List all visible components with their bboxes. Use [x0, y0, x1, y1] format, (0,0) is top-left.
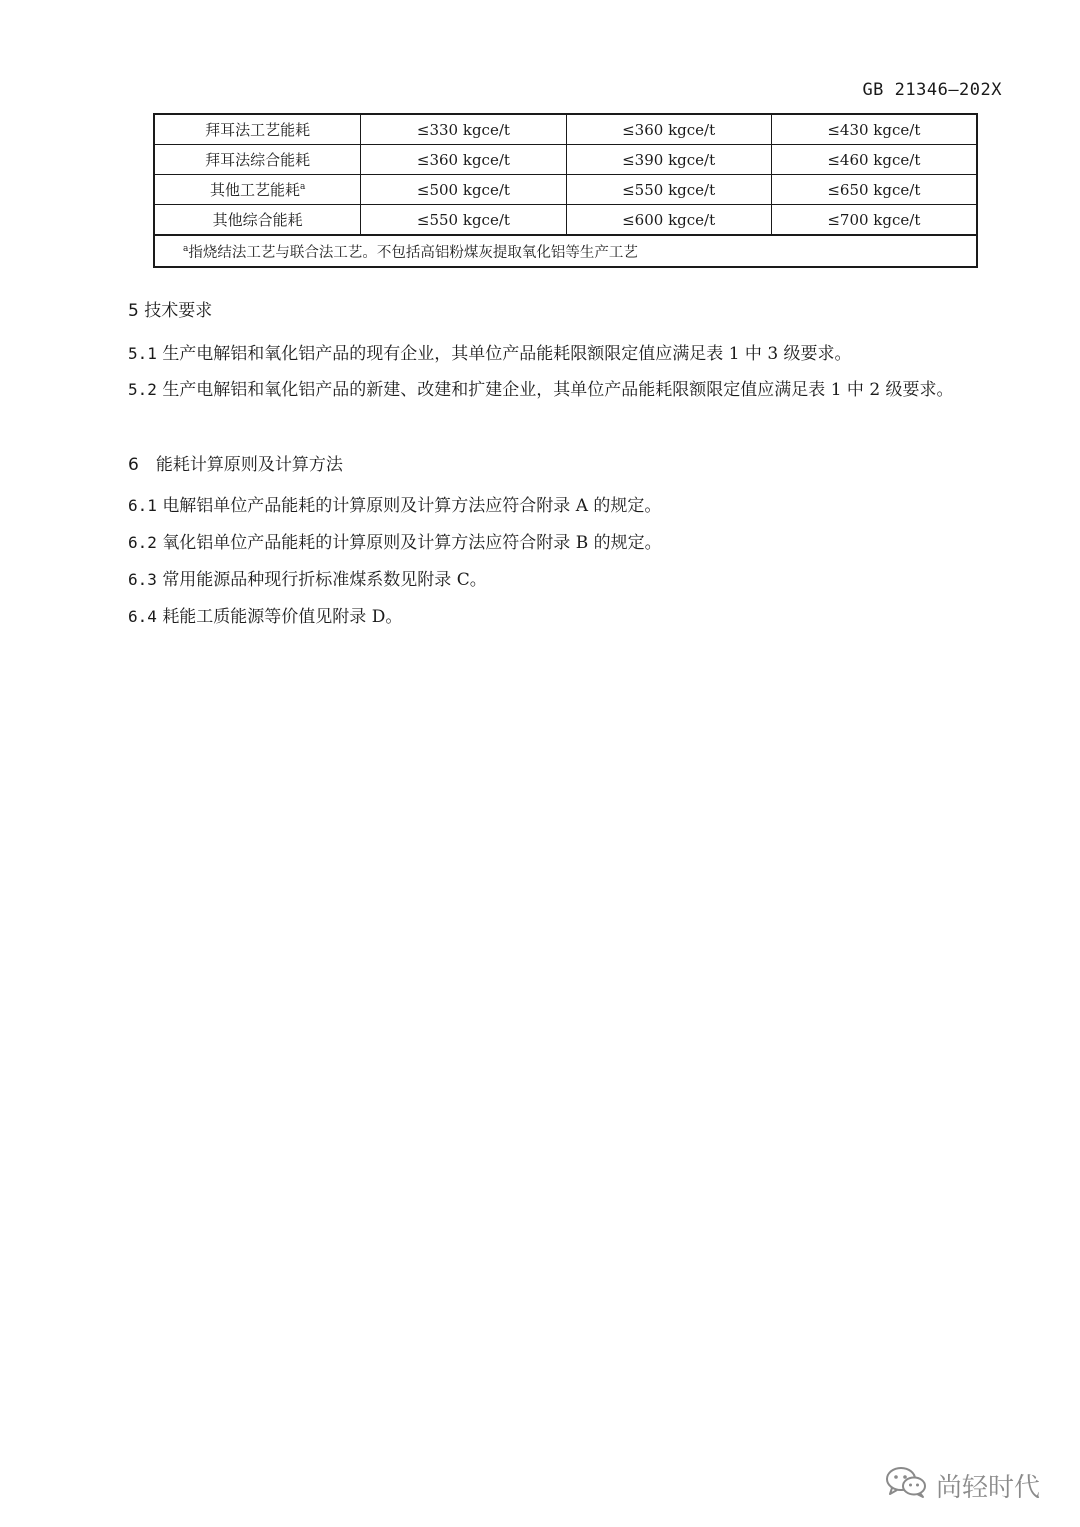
- table-row: [154, 205, 977, 236]
- row-label-cell: [154, 175, 361, 205]
- clause-number: 6.3: [128, 570, 157, 589]
- table-note-text: 指烧结法工艺与联合法工艺。不包括高铝粉煤灰提取氧化铝等生产工艺: [188, 244, 638, 261]
- clause-5-2: [128, 376, 1008, 404]
- grade-2-value: ≤550 kgce/t: [566, 175, 771, 205]
- grade-2-value: ≤360 kgce/t: [566, 114, 771, 145]
- table-note: [154, 235, 977, 267]
- clause-text: 电解铝单位产品能耗的计算原则及计算方法应符合附录 A 的规定。: [162, 496, 662, 516]
- clause-text: 生产电解铝和氧化铝产品的新建、改建和扩建企业，其单位产品能耗限额限定值应满足表 1 中 2 级要求。: [162, 380, 954, 400]
- clause-number: 6.4: [128, 607, 157, 626]
- footnote-mark: a: [183, 243, 189, 254]
- watermark-text: 尚轻时代: [936, 1473, 1041, 1503]
- clause-6-1: [128, 492, 1008, 520]
- clause-number: 6.1: [128, 496, 157, 515]
- watermark: [884, 1464, 1040, 1507]
- wechat-icon: [884, 1464, 928, 1507]
- clause-text: 氧化铝单位产品能耗的计算原则及计算方法应符合附录 B 的规定。: [162, 533, 662, 553]
- energy-consumption-table: [153, 113, 978, 268]
- table-row: [154, 175, 977, 205]
- clause-number: 5.2: [128, 380, 157, 399]
- grade-3-value: ≤460 kgce/t: [771, 145, 977, 175]
- section-5-heading: 5 技术要求: [128, 301, 213, 321]
- row-label: 其他综合能耗: [154, 205, 361, 236]
- clause-text: 耗能工质能源等价值见附录 D。: [162, 607, 403, 627]
- section-6-heading: 6 能耗计算原则及计算方法: [128, 455, 343, 475]
- row-label: 其他工艺能耗: [209, 181, 300, 199]
- grade-3-value: ≤430 kgce/t: [771, 114, 977, 145]
- clause-6-4: [128, 603, 1008, 631]
- row-label: 拜耳法工艺能耗: [154, 114, 361, 145]
- grade-1-value: ≤550 kgce/t: [361, 205, 566, 236]
- clause-text: 生产电解铝和氧化铝产品的现有企业，其单位产品能耗限额限定值应满足表 1 中 3 级要求。: [162, 344, 852, 364]
- grade-3-value: ≤650 kgce/t: [771, 175, 977, 205]
- grade-1-value: ≤500 kgce/t: [361, 175, 566, 205]
- table-note-row: [154, 235, 977, 267]
- grade-3-value: ≤700 kgce/t: [771, 205, 977, 236]
- grade-2-value: ≤390 kgce/t: [566, 145, 771, 175]
- grade-1-value: ≤330 kgce/t: [361, 114, 566, 145]
- clause-5-1: [128, 340, 1008, 368]
- clause-text: 常用能源品种现行折标准煤系数见附录 C。: [162, 570, 487, 590]
- table-row: [154, 114, 977, 145]
- grade-2-value: ≤600 kgce/t: [566, 205, 771, 236]
- table-row: [154, 145, 977, 175]
- standard-number: GB 21346—202X: [862, 80, 1002, 100]
- clause-number: 5.1: [128, 344, 157, 363]
- row-label: 拜耳法综合能耗: [154, 145, 361, 175]
- clause-6-3: [128, 566, 1008, 594]
- footnote-mark: a: [299, 182, 306, 192]
- clause-6-2: [128, 529, 1008, 557]
- grade-1-value: ≤360 kgce/t: [361, 145, 566, 175]
- clause-number: 6.2: [128, 533, 157, 552]
